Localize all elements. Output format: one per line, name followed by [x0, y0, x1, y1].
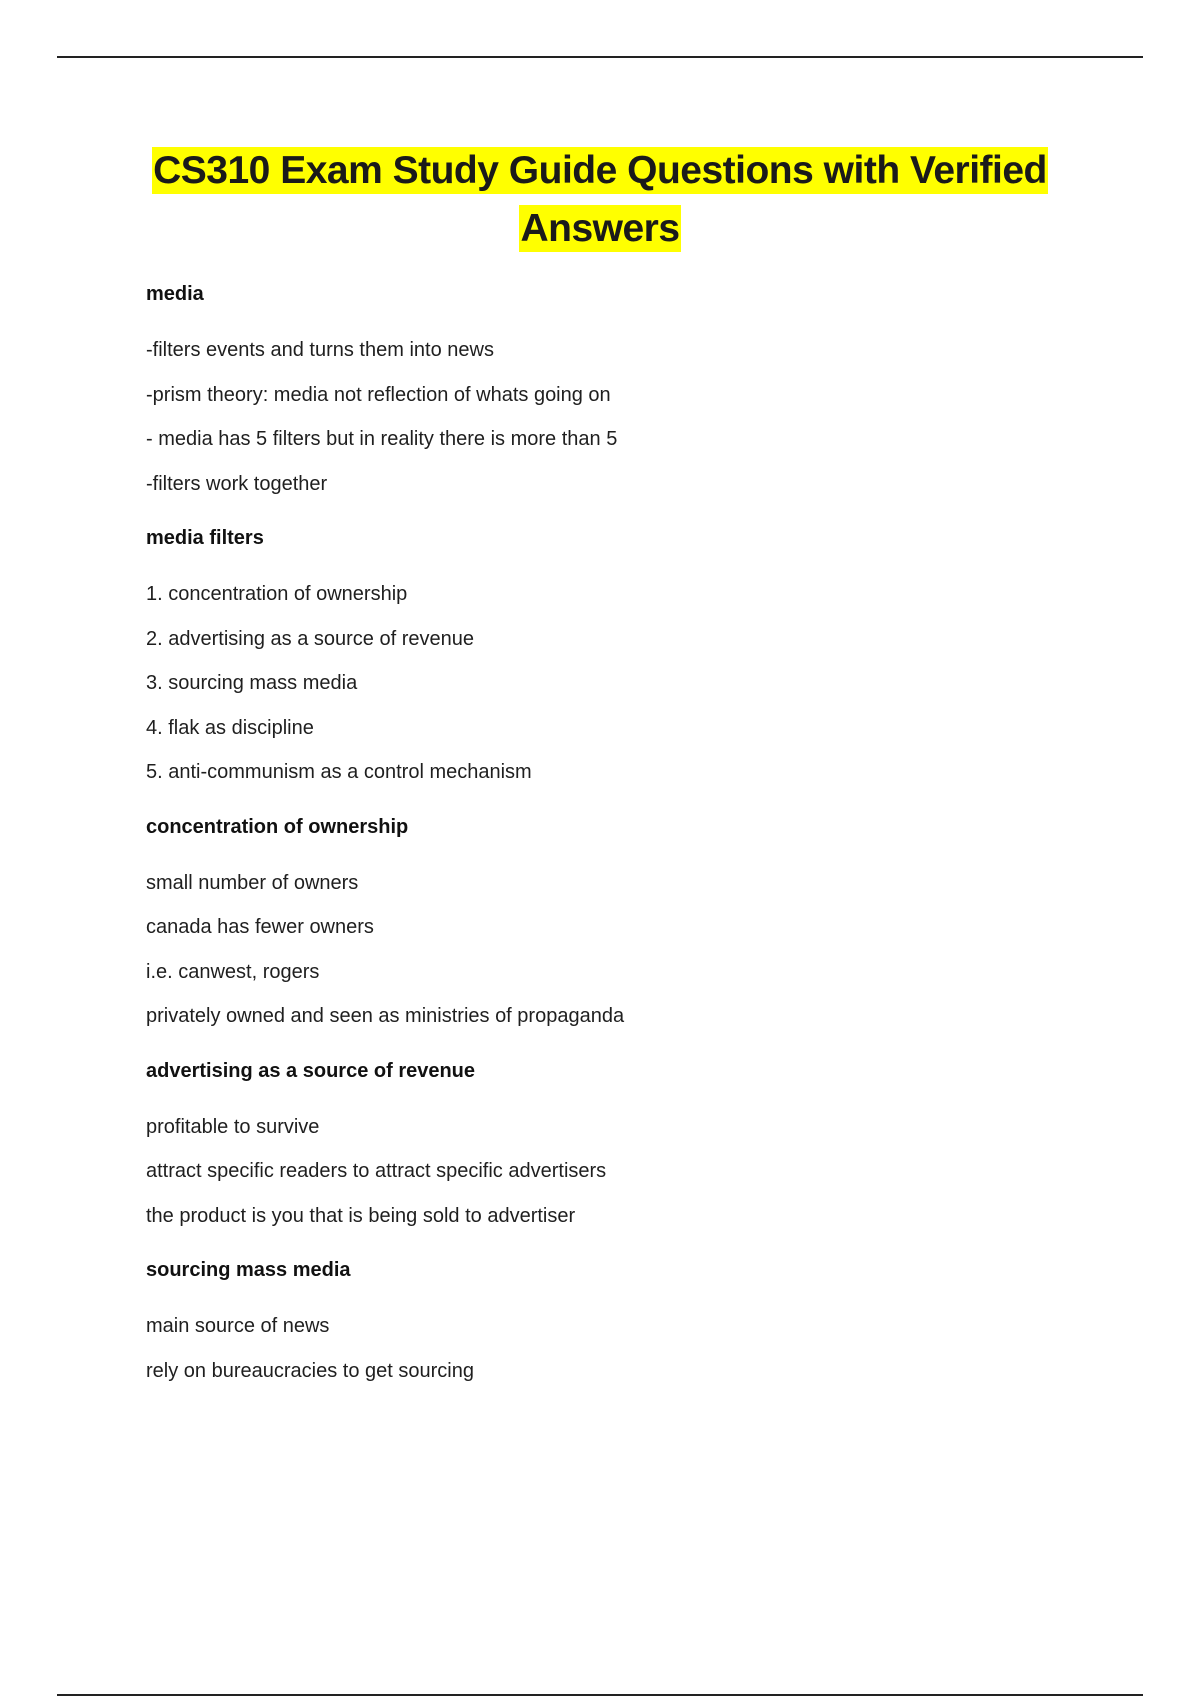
- answer-list: [146, 861, 1106, 1039]
- answer-line: profitable to survive: [146, 1115, 320, 1138]
- section-advertising-revenue: [146, 1053, 1106, 1239]
- term-heading: media: [146, 283, 204, 305]
- answer-line: canada has fewer owners: [146, 916, 374, 938]
- answer-line: 2. advertising as a source of revenue: [146, 627, 474, 650]
- answer-line: 3. sourcing mass media: [146, 672, 358, 694]
- top-rule: [57, 56, 1143, 58]
- answer-line: attract specific readers to attract specific advertisers: [146, 1160, 607, 1182]
- answer-line: 4. flak as discipline: [146, 716, 314, 739]
- answer-line: 5. anti-communism as a control mechanism: [146, 761, 532, 783]
- answer-list: [146, 328, 1106, 506]
- title-line-1: CS310 Exam Study Guide Questions with Verified: [153, 149, 1047, 192]
- answer-line: -filters events and turns them into news: [146, 339, 494, 361]
- section-concentration-of-ownership: [146, 809, 1106, 1039]
- bottom-rule: [57, 1694, 1143, 1696]
- answer-list: [146, 1304, 1106, 1393]
- section-media-filters: [146, 520, 1106, 795]
- answer-line: i.e. canwest, rogers: [146, 960, 320, 983]
- term-heading: advertising as a source of revenue: [146, 1059, 476, 1082]
- term-heading: media filters: [146, 527, 264, 549]
- answer-line: privately owned and seen as ministries of propaganda: [146, 1005, 625, 1027]
- page-title: [0, 142, 1200, 258]
- answer-line: - media has 5 filters but in reality there is more than 5: [146, 428, 618, 450]
- section-media: [146, 276, 1106, 506]
- answer-line: main source of news: [146, 1315, 330, 1337]
- term-heading: sourcing mass media: [146, 1259, 351, 1281]
- answer-line: -filters work together: [146, 472, 328, 495]
- answer-list: [146, 1105, 1106, 1239]
- answer-list: [146, 572, 1106, 795]
- answer-line: -prism theory: media not reflection of whats going on: [146, 383, 611, 406]
- answer-line: 1. concentration of ownership: [146, 583, 408, 605]
- title-line-2: Answers: [520, 207, 680, 250]
- section-sourcing-mass-media: [146, 1252, 1106, 1393]
- study-guide-content: [146, 276, 1106, 1407]
- answer-line: the product is you that is being sold to advertiser: [146, 1204, 576, 1227]
- answer-line: small number of owners: [146, 871, 359, 894]
- answer-line: rely on bureaucracies to get sourcing: [146, 1359, 474, 1382]
- term-heading: concentration of ownership: [146, 815, 409, 838]
